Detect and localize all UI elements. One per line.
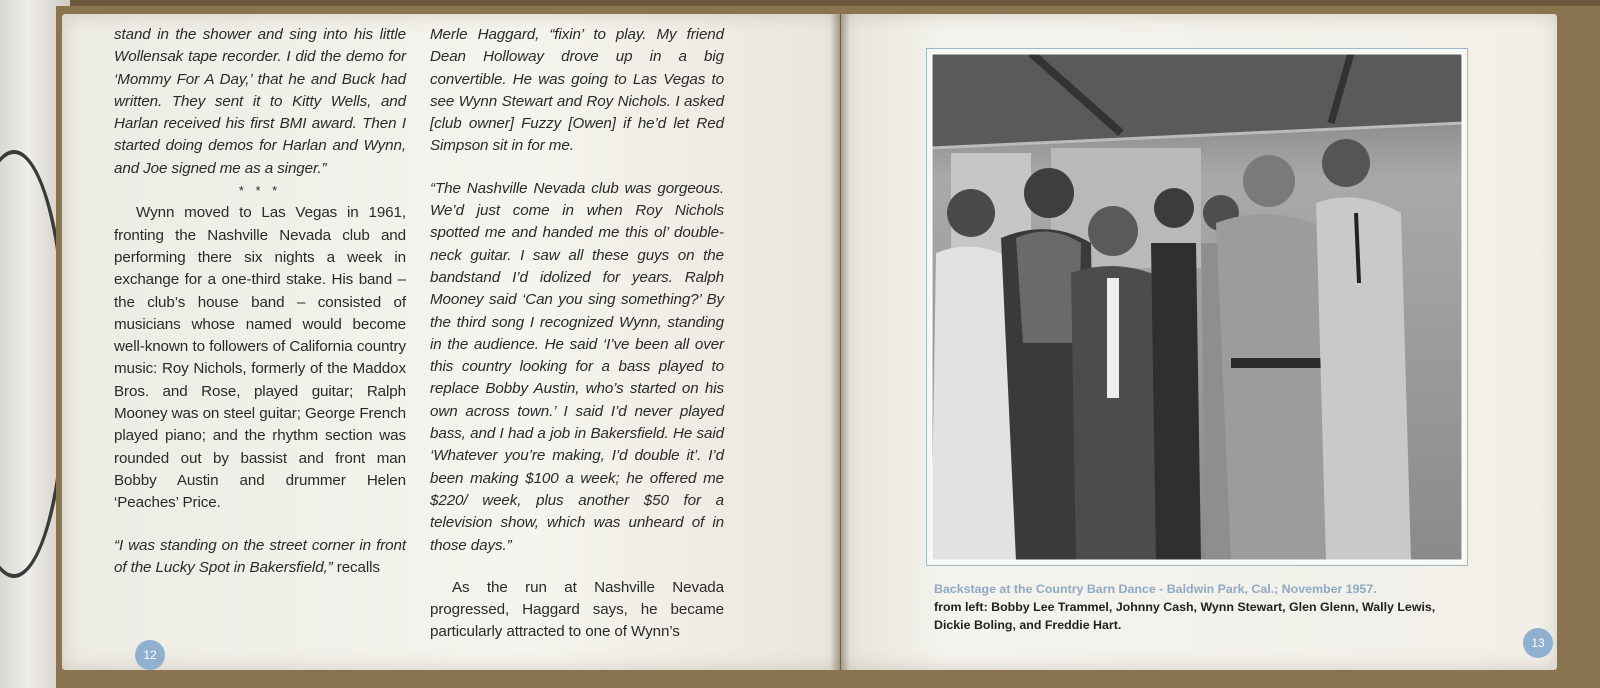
- person-4: [1151, 188, 1201, 561]
- paragraph-run-progressed: As the run at Nashville Nevada progressed, Haggard says, he became particularly attracted to one of Wynn’s: [430, 578, 724, 641]
- street-corner-quote: “I was standing on the street corner in front of the Lucky Spot in Bakersfield,”: [114, 536, 406, 576]
- left-page-column-1: [114, 24, 406, 579]
- band-photo: [931, 53, 1463, 561]
- page-number-right: 13: [1523, 628, 1553, 658]
- photo-frame: [926, 48, 1468, 566]
- paragraph-street-corner: [114, 535, 406, 580]
- paragraph-las-vegas: Wynn moved to Las Vegas in 1961, fronting the Nashville Nevada club and performing there six nights a week in exchange for a one-third stake. His band – the club’s house band – consisted of musicians whose named would become well-known to followers of California country music: Roy Nichols, formerly of the Maddox Bros. and Rose, played guitar; Ralph Mooney was on steel guitar; George French played piano; and the rhythm section was rounded out by bassist and front man Bobby Austin and drummer Helen ‘Peaches’ Price.: [114, 204, 406, 512]
- caption-title: Backstage at the Country Barn Dance - Baldwin Park, Cal.; November 1957.: [934, 582, 1377, 596]
- caption-names: from left: Bobby Lee Trammel, Johnny Cash, Wynn Stewart, Glen Glenn, Wally Lewis, Dickie Boling, and Freddie Hart.: [934, 600, 1436, 632]
- quote-paragraph-nashville-nevada: “The Nashville Nevada club was gorgeous. We’d just come in when Roy Nichols spotted me and handed me this ol’ double-neck guitar. I saw all these guys on the bandstand I’d idolized for years. Ralph Mooney said ‘Can you sing something?’ By the third song I recognized Wynn, standing in the audience. He said ‘I’ve been all over this country looking for a bass played to replace Bobby Austin, who’s started on his own across town.’ I said I’d never played bass, and I had a job in Bakersfield. He said ‘Whatever you’re making, I’d double it’. I’d been making $100 a week; he offered me $220/ week, plus another $50 for a television show, which was unheard of in those days.”: [430, 179, 724, 554]
- quote-paragraph-demo: stand in the shower and sing into his little Wollensak tape recorder. I did the demo for ‘Mommy For A Day,’ that he and Buck had written. They sent it to Kitty Wells, and Harlan received his first BMI award. Then I started doing demos for Harlan and Wynn, and Joe signed me as a singer.”: [114, 26, 406, 177]
- quote-paragraph-holloway: Merle Haggard, “fixin’ to play. My friend Dean Holloway drove up in a big convertible. He was going to Las Vegas to see Wynn Stewart and Roy Nichols. I asked [club owner] Fuzzy [Owen] if he’d let Red Simpson sit in for me.: [430, 26, 724, 155]
- photo-caption: [934, 580, 1474, 634]
- booklet-gutter: [830, 14, 850, 670]
- street-corner-tail: recalls: [332, 558, 380, 576]
- section-separator: * * *: [238, 183, 282, 199]
- page-number-left: 12: [135, 640, 165, 670]
- left-page-column-2: [430, 24, 724, 644]
